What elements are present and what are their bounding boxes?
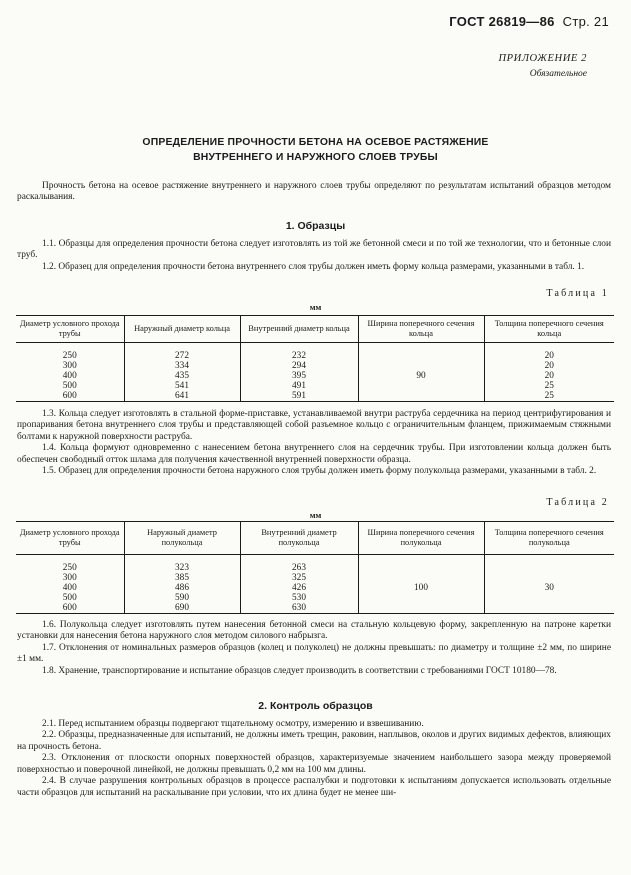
table-cell: 100 <box>414 583 428 593</box>
table-cell: 426 <box>292 583 306 593</box>
paragraph-2-2: 2.2. Образцы, предназначенные для испытаний, не должны иметь трещин, раковин, наплывов, околов и других видимых дефектов, влияющих на прочность бетона. <box>17 730 611 752</box>
table-2-column-inner <box>240 563 358 614</box>
table-2-body <box>16 563 614 614</box>
table-cell: 30 <box>544 583 554 593</box>
paragraph-2-1: 2.1. Перед испытанием образцы подвергают тщательному осмотру, измерению и взвешиванию. <box>42 719 424 729</box>
table-1-header: Внутренний диаметр кольца <box>240 316 358 343</box>
table-cell: 300 <box>62 361 77 371</box>
title-line-2: ВНУТРЕННЕГО И НАРУЖНОГО СЛОЕВ ТРУБЫ <box>193 151 438 163</box>
table-1 <box>16 315 614 402</box>
page-number: Стр. 21 <box>562 14 609 29</box>
table-1-header: Толщина поперечного сечения кольца <box>484 316 614 343</box>
paragraph-1-2: 1.2. Образец для определения прочности бетона внутреннего слоя трубы должен иметь форму кольца размерами, указанными в табл. 1. <box>42 261 585 272</box>
table-cell: 250 <box>62 351 77 361</box>
table-cell: 630 <box>292 603 306 613</box>
paragraph-1-5: 1.5. Образец для определения прочности бетона наружного слоя трубы должен иметь форму полукольца размерами, указанными в табл. 2. <box>42 466 597 477</box>
standard-number: ГОСТ 26819—86 <box>449 14 555 29</box>
table-2-header: Диаметр условного прохода трубы <box>16 522 124 555</box>
table-cell: 591 <box>292 391 306 401</box>
section-1-paragraphs-a <box>17 239 611 273</box>
table-1-header: Ширина поперечного сечения кольца <box>358 316 484 343</box>
table-2-column-diameter <box>16 563 124 614</box>
table-1-caption: Таблица 1 <box>546 288 609 299</box>
paragraph-2-4: 2.4. В случае разрушения контрольных образцов в процессе распалубки и подготовки к испытаниям допускается использовать отдельные части образцов для испытаний на раскалывание при условии, что их длина будет не менее ши- <box>17 776 611 798</box>
table-1-column-width <box>358 351 484 402</box>
table-1-header: Диаметр условного прохода трубы <box>16 316 124 343</box>
table-cell: 232 <box>292 351 306 361</box>
table-2 <box>16 521 614 614</box>
table-cell: 250 <box>62 563 77 573</box>
title-line-1: ОПРЕДЕЛЕНИЕ ПРОЧНОСТИ БЕТОНА НА ОСЕВОЕ РАСТЯЖЕНИЕ <box>142 137 489 148</box>
appendix-label <box>498 53 587 80</box>
table-2-column-width <box>358 563 484 614</box>
table-2-header: Толщина поперечного сечения полукольца <box>484 522 614 555</box>
table-cell: 500 <box>62 593 77 603</box>
table-2-header: Ширина поперечного сечения полукольца <box>358 522 484 555</box>
table-1-header-row <box>16 316 614 343</box>
section-2-paragraphs <box>17 719 611 799</box>
table-1-column-inner <box>240 351 358 402</box>
table-cell: 435 <box>175 371 189 381</box>
table-cell: 641 <box>175 391 189 401</box>
paragraph-2-3: 2.3. Отклонения от плоскости опорных поверхностей образцов, характеризуемые значением наибольшего зазора между проверяемой поверхностью и поверочной линейкой, не должны превышать 0,2 мм на 100 мм длины. <box>17 753 611 775</box>
table-cell: 90 <box>416 371 426 381</box>
table-cell: 600 <box>62 391 77 401</box>
table-1-column-outer <box>124 351 240 402</box>
table-cell: 491 <box>292 381 306 391</box>
intro-paragraph: Прочность бетона на осевое растяжение внутреннего и наружного слоев трубы определяют по результатам испытаний образцов методом раскалывания. <box>17 181 611 203</box>
table-2-header: Наружный диаметр полукольца <box>124 522 240 555</box>
table-2-header-row <box>16 522 614 555</box>
table-2-unit: мм <box>309 510 322 520</box>
table-cell: 294 <box>292 361 306 371</box>
table-cell: 600 <box>62 603 77 613</box>
table-1-unit: мм <box>309 302 322 312</box>
table-2-column-outer <box>124 563 240 614</box>
appendix-title: ПРИЛОЖЕНИЕ 2 <box>498 53 587 64</box>
table-cell: 590 <box>175 593 189 603</box>
table-2-column-thickness <box>484 563 614 614</box>
table-cell: 325 <box>292 573 306 583</box>
section-1-paragraphs-c <box>17 620 611 677</box>
table-cell: 20 <box>544 351 554 361</box>
table-cell: 20 <box>544 361 554 371</box>
table-2-caption: Таблица 2 <box>546 497 609 508</box>
appendix-status: Обязательное <box>529 68 587 79</box>
paragraph-1-1: 1.1. Образцы для определения прочности бетона следует изготовлять из той же бетонной смеси и по той же технологии, что и бетонные слои труб. <box>17 239 611 261</box>
section-1-title: 1. Образцы <box>285 220 346 232</box>
table-cell: 541 <box>175 381 189 391</box>
table-2-header: Внутренний диаметр полукольца <box>240 522 358 555</box>
paragraph-1-7: 1.7. Отклонения от номинальных размеров образцов (колец и полуколец) не должны превышать: по диаметру и толщине ±2 мм, по ширине ±1 мм. <box>17 642 611 665</box>
table-cell: 25 <box>544 381 554 391</box>
table-cell: 690 <box>175 603 189 613</box>
table-cell: 20 <box>544 371 554 381</box>
table-cell: 395 <box>292 371 306 381</box>
table-cell: 486 <box>175 583 189 593</box>
table-cell: 400 <box>62 583 77 593</box>
paragraph-1-8: 1.8. Хранение, транспортирование и испытание образцов следует производить в соответствии с требованиями ГОСТ 10180—78. <box>42 665 557 676</box>
table-cell: 263 <box>292 563 306 573</box>
table-cell: 530 <box>292 593 306 603</box>
table-cell: 300 <box>62 573 77 583</box>
table-cell: 25 <box>544 391 554 401</box>
intro-block <box>17 181 611 204</box>
table-1-body <box>16 351 614 402</box>
table-cell: 400 <box>62 371 77 381</box>
table-cell: 323 <box>175 563 189 573</box>
table-1-column-diameter <box>16 351 124 402</box>
table-cell: 334 <box>175 361 189 371</box>
paragraph-1-6: 1.6. Полукольца следует изготовлять путем нанесения бетонной смеси на стальную кольцевую форму, закрепленную на патроне каретки установки для нанесения бетона наружного слоя методом силового набрызга. <box>17 620 611 642</box>
table-cell: 500 <box>62 381 77 391</box>
section-2-title: 2. Контроль образцов <box>258 700 373 712</box>
table-cell: 272 <box>175 351 189 361</box>
table-cell: 385 <box>175 573 189 583</box>
paragraph-1-4: 1.4. Кольца формуют одновременно с нанесением бетона внутреннего слоя на сердечник трубы. При изготовлении кольца должен быть обеспечен свободный отток шлама для получения качественной внутренней поверхности образца. <box>17 443 611 465</box>
section-1-paragraphs-b <box>17 409 611 478</box>
table-1-column-thickness <box>484 351 614 402</box>
paragraph-1-3: 1.3. Кольца следует изготовлять в стальной форме-приставке, устанавливаемой внутри раструба сердечника на период центрифугирования и пропаривания бетона внутреннего слоя трубы и представляющей собой разъемное кольцо с ограничительным фланцем, прижимаемым стяжными болтами к наружной поверхности раструба. <box>17 409 611 442</box>
page-header <box>449 14 609 30</box>
document-title <box>0 136 631 165</box>
table-1-header: Наружный диаметр кольца <box>124 316 240 343</box>
